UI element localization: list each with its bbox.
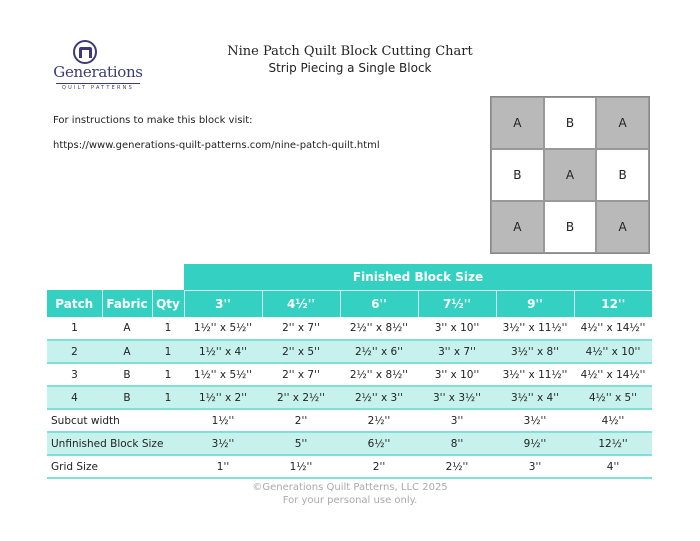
cell-qty: 1 xyxy=(152,317,184,340)
diagram-cell: A xyxy=(596,201,649,253)
page-title: Nine Patch Quilt Block Cutting Chart xyxy=(227,44,473,59)
cell-value: 1'' xyxy=(184,455,262,478)
cell-value: 8'' xyxy=(418,432,496,455)
cell-value: 12½'' xyxy=(574,432,652,455)
cell-size: 3½'' x 4'' xyxy=(496,386,574,409)
cell-fabric: B xyxy=(102,363,152,386)
cell-value: 1½'' xyxy=(184,409,262,432)
cell-patch: 2 xyxy=(47,340,102,363)
logo xyxy=(52,40,142,90)
page-subtitle: Strip Piecing a Single Block xyxy=(268,61,432,75)
cell-size: 2½'' x 3'' xyxy=(340,386,418,409)
cell-size: 3'' x 3½'' xyxy=(418,386,496,409)
sewing-machine-icon xyxy=(73,40,97,64)
cutting-chart-table xyxy=(47,264,652,479)
row-label: Subcut width xyxy=(47,409,184,432)
cell-size: 2½'' x 8½'' xyxy=(340,363,418,386)
cell-fabric: A xyxy=(102,317,152,340)
col-header-size: 7½'' xyxy=(418,290,496,317)
cell-qty: 1 xyxy=(152,363,184,386)
cell-value: 5'' xyxy=(262,432,340,455)
summary-row-grid xyxy=(47,455,652,478)
cell-size: 1½'' x 4'' xyxy=(184,340,262,363)
personal-use-note: For your personal use only. xyxy=(282,495,418,506)
table-row xyxy=(47,386,652,409)
cell-value: 2'' xyxy=(262,409,340,432)
cell-value: 3'' xyxy=(418,409,496,432)
cell-size: 1½'' x 5½'' xyxy=(184,363,262,386)
col-header-size: 9'' xyxy=(496,290,574,317)
summary-row-unfinished xyxy=(47,432,652,455)
header-blank xyxy=(47,264,184,290)
cell-fabric: B xyxy=(102,386,152,409)
cell-value: 2½'' xyxy=(418,455,496,478)
instructions-text: For instructions to make this block visit: xyxy=(53,115,253,126)
cell-value: 3½'' xyxy=(496,409,574,432)
diagram-cell: B xyxy=(491,149,544,201)
cell-value: 4½'' xyxy=(574,409,652,432)
col-header-size: 3'' xyxy=(184,290,262,317)
cell-size: 2'' x 5'' xyxy=(262,340,340,363)
cell-size: 3'' x 10'' xyxy=(418,317,496,340)
cell-fabric: A xyxy=(102,340,152,363)
nine-patch-diagram xyxy=(490,96,650,254)
cell-size: 3'' x 7'' xyxy=(418,340,496,363)
instructions-url: https://www.generations-quilt-patterns.com/nine-patch-quilt.html xyxy=(53,140,380,151)
cell-value: 9½'' xyxy=(496,432,574,455)
cell-value: 3½'' xyxy=(184,432,262,455)
col-header-fabric: Fabric xyxy=(102,290,152,317)
diagram-cell: B xyxy=(544,97,597,149)
col-header-patch: Patch xyxy=(47,290,102,317)
cell-qty: 1 xyxy=(152,340,184,363)
cell-size: 2½'' x 8½'' xyxy=(340,317,418,340)
table-row xyxy=(47,317,652,340)
diagram-cell: A xyxy=(491,97,544,149)
cell-size: 3'' x 10'' xyxy=(418,363,496,386)
cell-size: 1½'' x 2'' xyxy=(184,386,262,409)
col-header-size: 6'' xyxy=(340,290,418,317)
cell-value: 2½'' xyxy=(340,409,418,432)
table-row xyxy=(47,363,652,386)
copyright-text: ©Generations Quilt Patterns, LLC 2025 xyxy=(252,482,448,493)
cell-size: 4½'' x 14½'' xyxy=(574,317,652,340)
row-label: Unfinished Block Size xyxy=(47,432,184,455)
cell-value: 3'' xyxy=(496,455,574,478)
logo-tagline: QUILT PATTERNS xyxy=(56,83,140,91)
cell-size: 2'' x 7'' xyxy=(262,317,340,340)
cell-size: 4½'' x 10'' xyxy=(574,340,652,363)
diagram-cell: A xyxy=(544,149,597,201)
col-header-size: 4½'' xyxy=(262,290,340,317)
cell-size: 2'' x 7'' xyxy=(262,363,340,386)
diagram-cell: B xyxy=(596,149,649,201)
logo-wordmark: Generations xyxy=(53,63,143,81)
diagram-cell: B xyxy=(544,201,597,253)
cell-value: 1½'' xyxy=(262,455,340,478)
diagram-cell: A xyxy=(491,201,544,253)
summary-row-subcut xyxy=(47,409,652,432)
cell-value: 2'' xyxy=(340,455,418,478)
cell-size: 1½'' x 5½'' xyxy=(184,317,262,340)
cell-size: 2'' x 2½'' xyxy=(262,386,340,409)
finished-block-size-header: Finished Block Size xyxy=(184,264,652,290)
cell-size: 4½'' x 14½'' xyxy=(574,363,652,386)
table-row xyxy=(47,340,652,363)
cell-size: 3½'' x 8'' xyxy=(496,340,574,363)
row-label: Grid Size xyxy=(47,455,184,478)
cell-qty: 1 xyxy=(152,386,184,409)
cell-patch: 1 xyxy=(47,317,102,340)
cell-patch: 3 xyxy=(47,363,102,386)
diagram-cell: A xyxy=(596,97,649,149)
cell-size: 3½'' x 11½'' xyxy=(496,363,574,386)
cell-size: 4½'' x 5'' xyxy=(574,386,652,409)
cell-value: 6½'' xyxy=(340,432,418,455)
col-header-qty: Qty xyxy=(152,290,184,317)
cell-value: 4'' xyxy=(574,455,652,478)
cell-size: 2½'' x 6'' xyxy=(340,340,418,363)
col-header-size: 12'' xyxy=(574,290,652,317)
cell-size: 3½'' x 11½'' xyxy=(496,317,574,340)
cell-patch: 4 xyxy=(47,386,102,409)
